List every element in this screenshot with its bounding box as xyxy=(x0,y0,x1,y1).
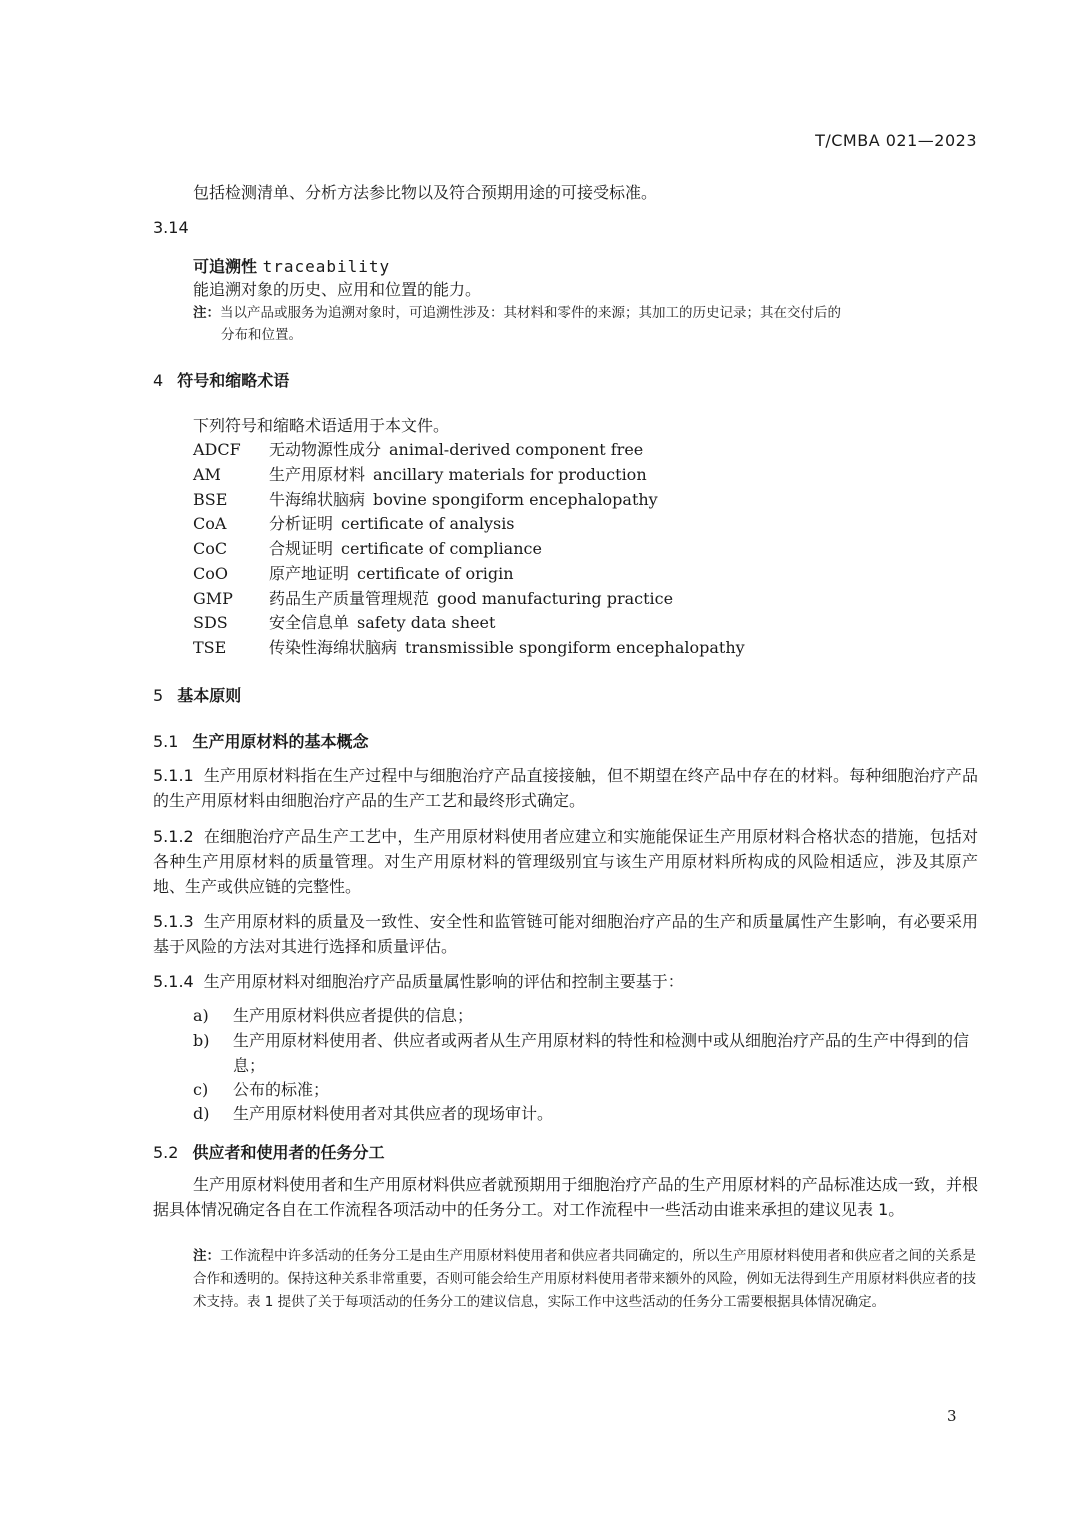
section-title: 生产用原材料的基本概念 xyxy=(192,732,369,751)
section-5-2-heading xyxy=(153,1140,384,1163)
section-number: 5 xyxy=(153,686,164,705)
list-text: 公布的标准； xyxy=(233,1080,330,1099)
symbol-en: transmissible spongiform encephalopathy xyxy=(405,638,745,657)
symbols-intro: 下列符号和缩略术语适用于本文件。 xyxy=(193,416,450,435)
list-text: 生产用原材料使用者对其供应者的现场审计。 xyxy=(233,1104,554,1123)
clause-number: 5.1.2 xyxy=(153,827,194,846)
symbol-abbr: CoO xyxy=(193,563,228,583)
section-number: 5.2 xyxy=(153,1143,179,1162)
symbol-en: bovine spongiform encephalopathy xyxy=(373,489,658,509)
note-text: 当以产品或服务为追溯对象时，可追溯性涉及：其材料和零件的来源；其加工的历史记录；其在交付后的 xyxy=(220,305,841,321)
term-zh: 可追溯性 xyxy=(193,257,258,276)
symbol-en: certificate of analysis xyxy=(341,514,515,534)
clause-text: 生产用原材料的质量及一致性、安全性和监管链可能对细胞治疗产品的生产和质量属性产生影响，有必要采用基于风险的方法对其进行选择和质量评估。 xyxy=(153,912,978,956)
symbol-abbr: BSE xyxy=(193,489,228,509)
paragraph-5-1-1 xyxy=(153,763,978,813)
section-title: 基本原则 xyxy=(177,686,242,705)
clause-text: 生产用原材料对细胞治疗产品质量属性影响的评估和控制主要基于： xyxy=(203,972,684,991)
paragraph-5-1-2 xyxy=(153,824,978,899)
symbol-row xyxy=(193,586,673,609)
symbol-zh: 牛海绵状脑病 xyxy=(269,489,366,509)
symbol-row xyxy=(193,561,514,584)
clause-number: 5.1.1 xyxy=(153,766,194,785)
note-label: 注： xyxy=(193,305,220,321)
symbol-row xyxy=(193,536,542,559)
term-note-line2: 分布和位置。 xyxy=(221,327,302,343)
list-marker: a) xyxy=(193,1006,209,1025)
symbol-abbr: ADCF xyxy=(193,440,241,459)
clause-number: 5.1.3 xyxy=(153,912,194,931)
section-number: 5.1 xyxy=(153,732,179,751)
section-4-heading xyxy=(153,368,289,391)
symbol-en: ancillary materials for production xyxy=(373,464,647,484)
note-text: 工作流程中许多活动的任务分工是由生产用原材料使用者和供应者共同确定的，所以生产用原材料使用者和供应者之间的关系是合作和透明的。保持这种关系非常重要，否则可能会给生产用原材料使用者带来额外的风险，例如无法得到生产用原材料供应者的技术支持。表 1 提供了关于每项活动的任务分工的建议信息，实际工作中这些活动的任务分工需要根据具体情况确定。 xyxy=(193,1248,976,1310)
symbol-zh: 药品生产质量管理规范 xyxy=(269,588,430,608)
paragraph-5-1-4 xyxy=(153,969,978,994)
note-label: 注： xyxy=(193,1248,220,1264)
list-marker: d) xyxy=(193,1104,210,1123)
term-number: 3.14 xyxy=(153,218,189,237)
symbol-zh: 无动物源性成分 xyxy=(269,440,382,459)
symbol-abbr: CoA xyxy=(193,514,227,534)
list-item xyxy=(193,1077,978,1102)
term-note-line1 xyxy=(193,301,841,321)
section-title: 符号和缩略术语 xyxy=(177,371,290,390)
standard-number: T/CMBA 021—2023 xyxy=(815,131,977,150)
symbol-zh: 传染性海绵状脑病 xyxy=(269,638,398,657)
list-item xyxy=(193,1003,978,1028)
symbol-abbr: SDS xyxy=(193,613,228,633)
section-title: 供应者和使用者的任务分工 xyxy=(192,1143,385,1162)
symbol-abbr: CoC xyxy=(193,539,228,558)
symbol-row xyxy=(193,610,495,633)
list-item xyxy=(193,1028,978,1078)
term-definition: 能追溯对象的历史、应用和位置的能力。 xyxy=(193,280,482,299)
symbol-en: animal-derived component free xyxy=(389,440,644,459)
page-number: 3 xyxy=(947,1407,957,1425)
list-marker: c) xyxy=(193,1080,209,1099)
symbol-en: safety data sheet xyxy=(357,613,496,633)
symbol-zh: 合规证明 xyxy=(269,539,334,558)
symbol-en: good manufacturing practice xyxy=(437,588,674,608)
symbol-row xyxy=(193,635,745,658)
paragraph-5-1-3 xyxy=(153,909,978,959)
symbol-zh: 安全信息单 xyxy=(269,613,350,633)
clause-text: 生产用原材料指在生产过程中与细胞治疗产品直接接触，但不期望在终产品中存在的材料。每种细胞治疗产品的生产用原材料由细胞治疗产品的生产工艺和最终形式确定。 xyxy=(153,766,978,810)
symbol-abbr: TSE xyxy=(193,638,227,657)
symbol-abbr: AM xyxy=(193,464,221,484)
clause-number: 5.1.4 xyxy=(153,972,194,991)
symbol-row xyxy=(193,487,658,510)
symbol-row xyxy=(193,462,647,485)
paragraph-5-2: 生产用原材料使用者和生产用原材料供应者就预期用于细胞治疗产品的生产用原材料的产品标准达成一致，并根据具体情况确定各自在工作流程各项活动中的任务分工。对工作流程中一些活动由谁来承担的建议见表 1。 xyxy=(153,1175,978,1219)
section-5-heading xyxy=(153,683,241,706)
symbol-zh: 生产用原材料 xyxy=(269,464,366,484)
list-item xyxy=(193,1101,978,1126)
continuation-line: 包括检测清单、分析方法参比物以及符合预期用途的可接受标准。 xyxy=(193,183,658,202)
clause-text: 在细胞治疗产品生产工艺中，生产用原材料使用者应建立和实施能保证生产用原材料合格状态的措施，包括对各种生产用原材料的质量管理。对生产用原材料的管理级别宜与该生产用原材料所构成的风险相适应，涉及其原产地、生产或供应链的完整性。 xyxy=(153,827,978,896)
term-en: traceability xyxy=(262,257,391,276)
note-5-2 xyxy=(193,1245,978,1314)
symbol-zh: 原产地证明 xyxy=(269,563,350,583)
list-text: 生产用原材料供应者提供的信息； xyxy=(233,1006,474,1025)
term-heading xyxy=(193,254,390,277)
section-number: 4 xyxy=(153,371,164,390)
section-5-1-heading xyxy=(153,729,368,752)
symbol-row xyxy=(193,511,515,534)
symbol-abbr: GMP xyxy=(193,588,233,608)
symbol-en: certificate of origin xyxy=(357,563,514,583)
list-marker: b) xyxy=(193,1031,210,1050)
symbol-zh: 分析证明 xyxy=(269,514,334,534)
list-text: 生产用原材料使用者、供应者或两者从生产用原材料的特性和检测中或从细胞治疗产品的生产中得到的信息； xyxy=(233,1031,970,1075)
symbol-row xyxy=(193,437,643,460)
symbol-en: certificate of compliance xyxy=(341,539,542,558)
